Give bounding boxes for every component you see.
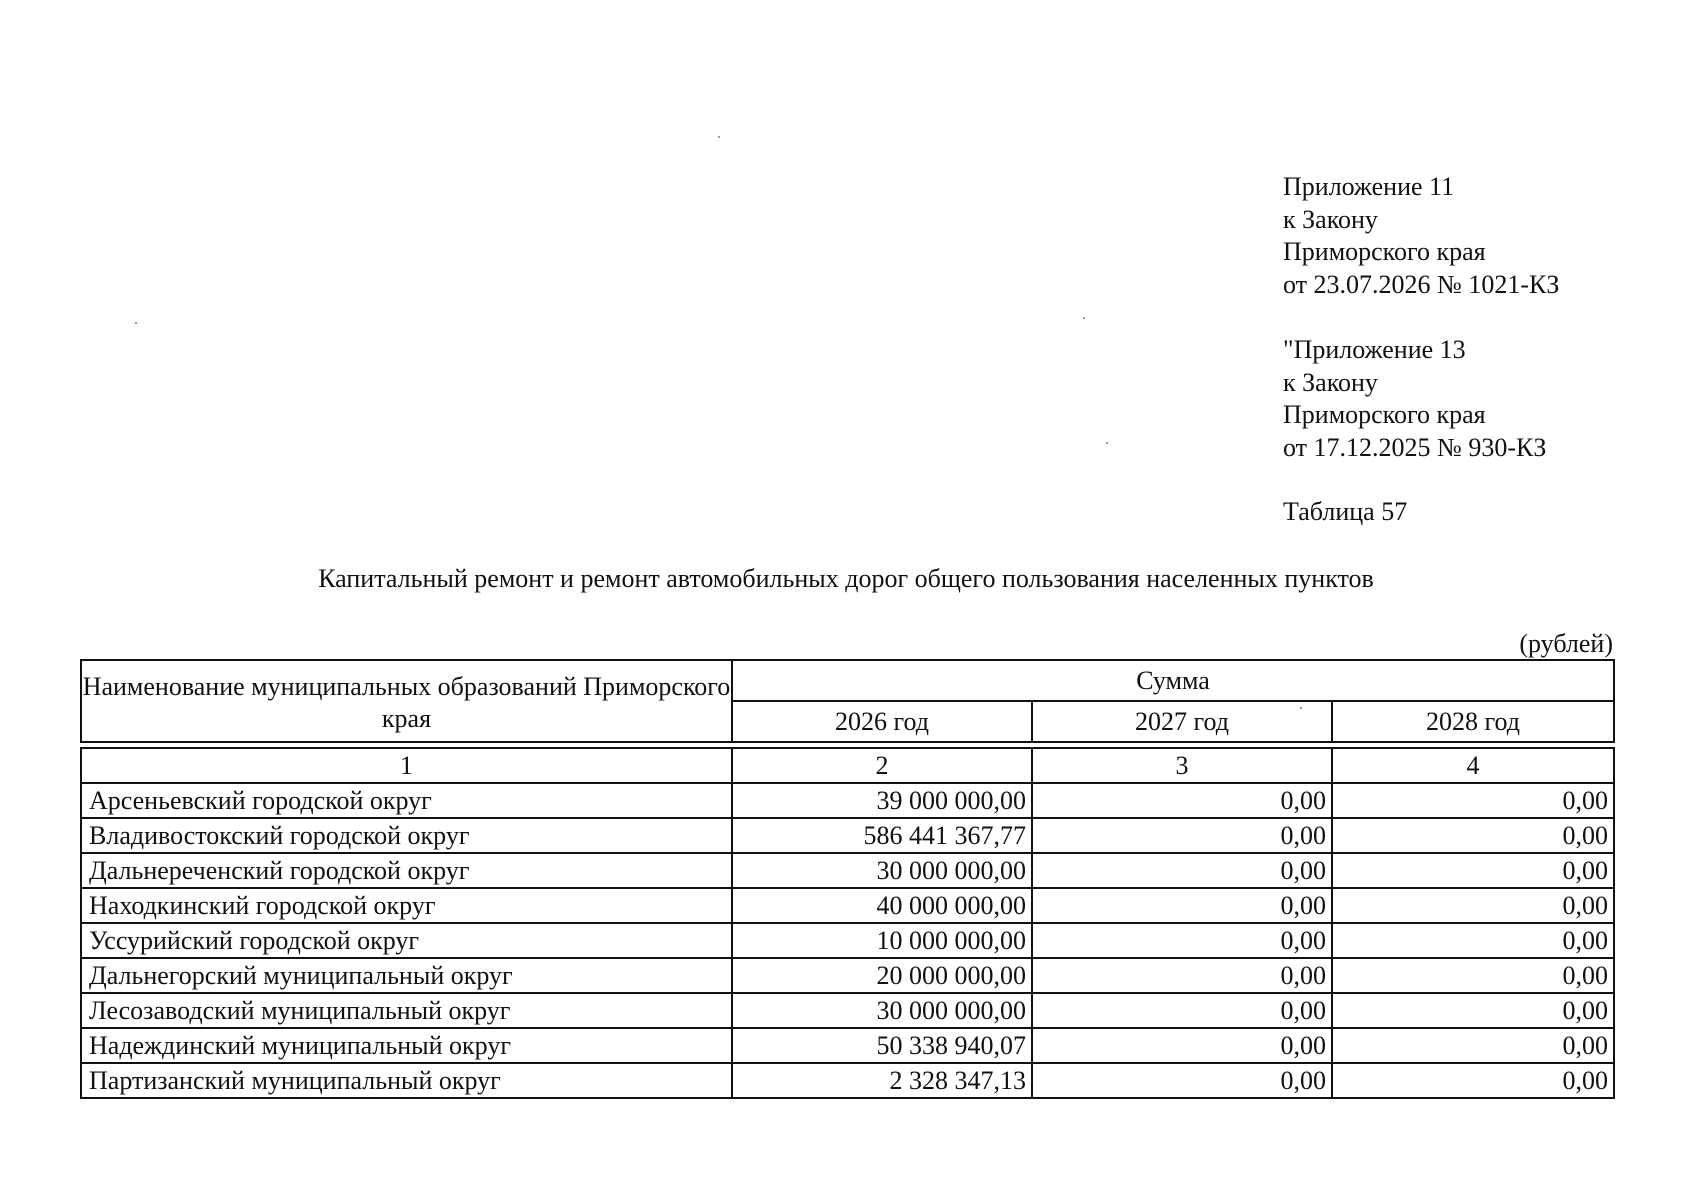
amount-2028: 0,00 [1332,923,1614,958]
column-number-row [81,748,1614,783]
municipality-name: Дальнегорский муниципальный округ [81,958,732,993]
table-row [81,923,1614,958]
amount-2027: 0,00 [1032,888,1332,923]
table-row [81,888,1614,923]
amount-2026: 30 000 000,00 [732,993,1032,1028]
amount-2026: 30 000 000,00 [732,853,1032,888]
table-row [81,1028,1614,1063]
amount-2028: 0,00 [1332,783,1614,818]
amount-2028: 0,00 [1332,958,1614,993]
amount-2026: 2 328 347,13 [732,1063,1032,1098]
table-row [81,783,1614,818]
column-number: 2 [732,748,1032,783]
municipality-name: Находкинский городской округ [81,888,732,923]
amount-2028: 0,00 [1332,1028,1614,1063]
amount-2028: 0,00 [1332,818,1614,853]
annex-amended-line: от 17.12.2025 № 930-КЗ [1283,432,1547,462]
amount-2028: 0,00 [1332,993,1614,1028]
annex-amended-line: к Закону [1283,367,1378,397]
table-row [81,958,1614,993]
table-header [80,659,1615,743]
municipality-name: Уссурийский городской округ [81,923,732,958]
annex-amended-line: Приморского края [1283,400,1486,429]
annex-amended [1283,334,1546,464]
amount-2026: 50 338 940,07 [732,1028,1032,1063]
header-year: 2028 год [1332,701,1614,742]
scan-speck [135,322,137,324]
annex-current-line: к Закону [1283,204,1378,234]
amount-2028: 0,00 [1332,853,1614,888]
amount-2027: 0,00 [1032,783,1332,818]
amount-2027: 0,00 [1032,1063,1332,1098]
municipality-name: Арсеньевский городской округ [81,783,732,818]
amount-2026: 20 000 000,00 [732,958,1032,993]
table-number: Таблица 57 [1283,497,1408,526]
amount-2027: 0,00 [1032,818,1332,853]
annex-current [1283,171,1559,301]
table-row [81,1063,1614,1098]
column-number: 1 [81,748,732,783]
municipality-name: Владивостокский городской округ [81,818,732,853]
amount-2027: 0,00 [1032,923,1332,958]
table-row [81,818,1614,853]
municipality-name: Надеждинский муниципальный округ [81,1028,732,1063]
amount-2026: 10 000 000,00 [732,923,1032,958]
units-label: (рублей) [1519,629,1613,658]
amount-2026: 39 000 000,00 [732,783,1032,818]
scan-speck [718,136,720,138]
annex-current-line: Приморского края [1283,237,1486,266]
header-sum: Сумма [732,660,1614,701]
column-number: 3 [1032,748,1332,783]
amount-2027: 0,00 [1032,958,1332,993]
scan-speck [1083,317,1085,319]
amount-2027: 0,00 [1032,993,1332,1028]
data-table [80,747,1615,1099]
annex-current-line: от 23.07.2026 № 1021-КЗ [1283,269,1560,299]
municipality-name: Дальнереченский городской округ [81,853,732,888]
annex-amended-line: "Приложение 13 [1283,335,1466,364]
table-row [81,993,1614,1028]
amount-2028: 0,00 [1332,888,1614,923]
municipality-name: Лесозаводский муниципальный округ [81,993,732,1028]
column-number: 4 [1332,748,1614,783]
scan-speck [1300,707,1302,709]
header-name: Наименование муниципальных образований Приморского края [81,660,732,742]
annex-current-line: Приложение 11 [1283,172,1455,201]
amount-2028: 0,00 [1332,1063,1614,1098]
scan-speck [1106,442,1108,444]
amount-2026: 40 000 000,00 [732,888,1032,923]
municipality-name: Партизанский муниципальный округ [81,1063,732,1098]
document-title: Капитальный ремонт и ремонт автомобильных дорог общего пользования населенных пунктов [318,564,1374,593]
amount-2027: 0,00 [1032,853,1332,888]
header-year: 2027 год [1032,701,1332,742]
amount-2026: 586 441 367,77 [732,818,1032,853]
table-row [81,853,1614,888]
amount-2027: 0,00 [1032,1028,1332,1063]
header-year: 2026 год [732,701,1032,742]
